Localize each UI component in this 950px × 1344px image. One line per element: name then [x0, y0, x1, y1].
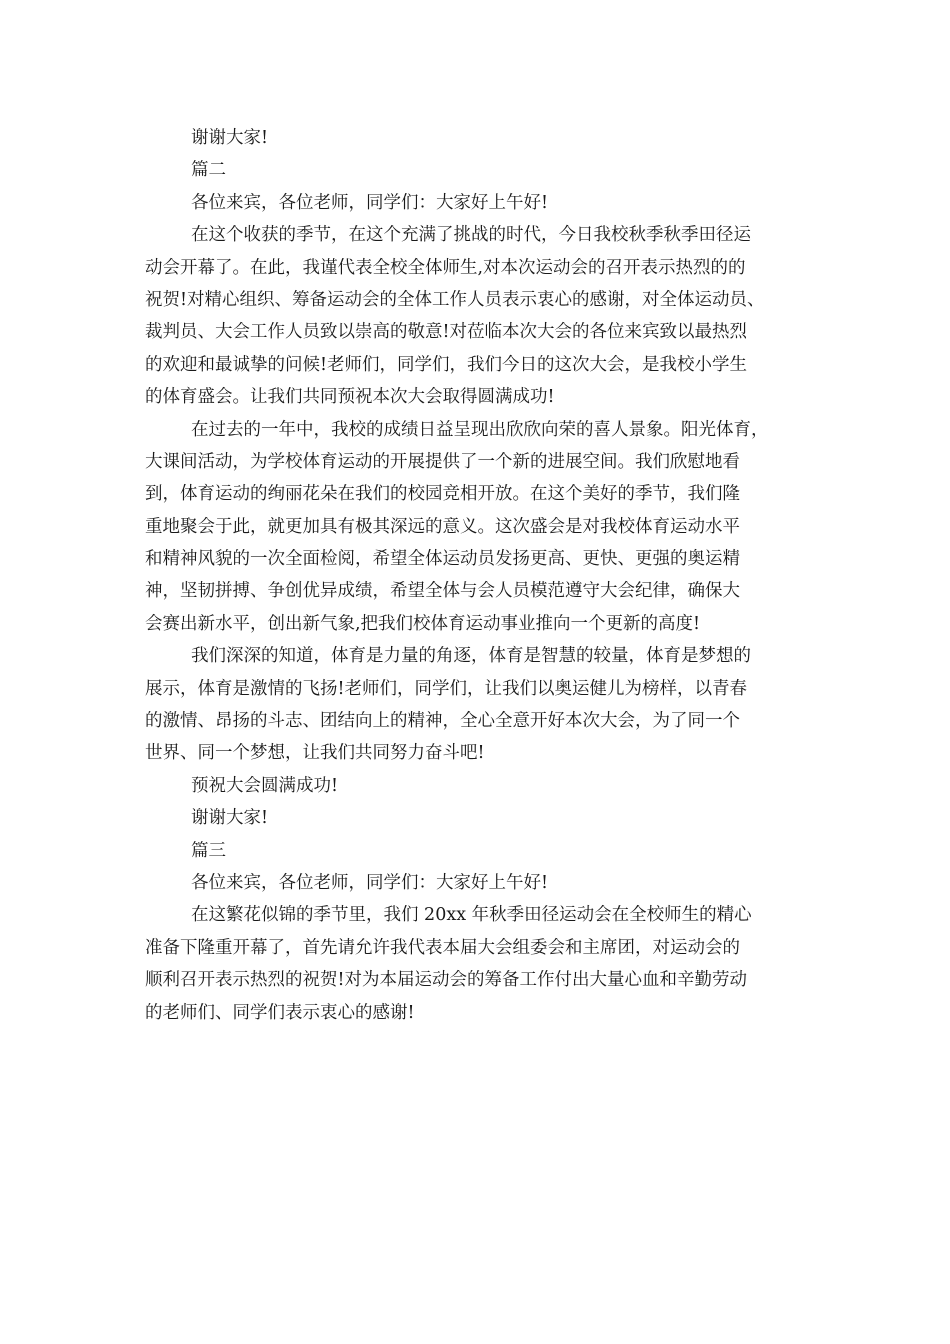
text-line: 的激情、昂扬的斗志、团结向上的精神，全心全意开好本次大会，为了同一个	[145, 711, 740, 732]
text-line: 谢谢大家!	[191, 808, 269, 829]
text-line: 的老师们、同学们表示衷心的感谢!	[145, 1002, 415, 1023]
text-line: 裁判员、大会工作人员致以崇高的敬意!对莅临本次大会的各位来宾致以最热烈	[145, 322, 748, 343]
text-line: 的欢迎和最诚挚的问候!老师们，同学们，我们今日的这次大会，是我校小学生	[145, 354, 748, 375]
text-line: 各位来宾，各位老师，同学们：大家好上午好!	[191, 192, 549, 213]
text-line: 在这个收获的季节，在这个充满了挑战的时代，今日我校秋季秋季田径运	[191, 225, 751, 246]
text-line: 世界、同一个梦想，让我们共同努力奋斗吧!	[145, 743, 485, 764]
document-body	[145, 122, 827, 1029]
text-line: 重地聚会于此，就更加具有极其深远的意义。这次盛会是对我校体育运动水平	[145, 516, 740, 537]
text-line: 大课间活动，为学校体育运动的开展提供了一个新的进展空间。我们欣慰地看	[145, 451, 740, 472]
text-line: 预祝大会圆满成功!	[191, 775, 339, 796]
text-line: 篇二	[191, 160, 226, 181]
text-line: 各位来宾，各位老师，同学们：大家好上午好!	[191, 872, 549, 893]
text-line: 谢谢大家!	[191, 128, 269, 148]
text-line: 篇三	[191, 840, 226, 861]
text-line: 祝贺!对精心组织、筹备运动会的全体工作人员表示衷心的感谢，对全体运动员、	[145, 289, 765, 310]
text-line: 的体育盛会。让我们共同预祝本次大会取得圆满成功!	[145, 387, 555, 408]
text-line: 在过去的一年中，我校的成绩日益呈现出欣欣向荣的喜人景象。阳光体育，	[191, 419, 769, 440]
text-line: 顺利召开表示热烈的祝贺!对为本届运动会的筹备工作付出大量心血和辛勤劳动	[145, 970, 748, 991]
text-line: 在这繁花似锦的季节里，我们 20xx 年秋季田径运动会在全校师生的精心	[191, 905, 752, 926]
text-line: 会赛出新水平，创出新气象,把我们校体育运动事业推向一个更新的高度!	[145, 613, 701, 634]
text-line: 我们深深的知道，体育是力量的角逐，体育是智慧的较量，体育是梦想的	[191, 646, 751, 667]
text-line: 到，体育运动的绚丽花朵在我们的校园竞相开放。在这个美好的季节，我们隆	[145, 484, 740, 505]
text-line: 神，坚韧拼搏、争创优异成绩，希望全体与会人员模范遵守大会纪律，确保大	[145, 581, 740, 602]
text-line: 展示，体育是激情的飞扬!老师们，同学们，让我们以奥运健儿为榜样，以青春	[145, 678, 748, 699]
text-line: 和精神风貌的一次全面检阅，希望全体运动员发扬更高、更快、更强的奥运精	[145, 549, 740, 570]
text-line: 准备下隆重开幕了，首先请允许我代表本届大会组委会和主席团，对运动会的	[145, 937, 740, 958]
text-line: 动会开幕了。在此，我谨代表全校全体师生,对本次运动会的召开表示热烈的的	[145, 257, 746, 278]
